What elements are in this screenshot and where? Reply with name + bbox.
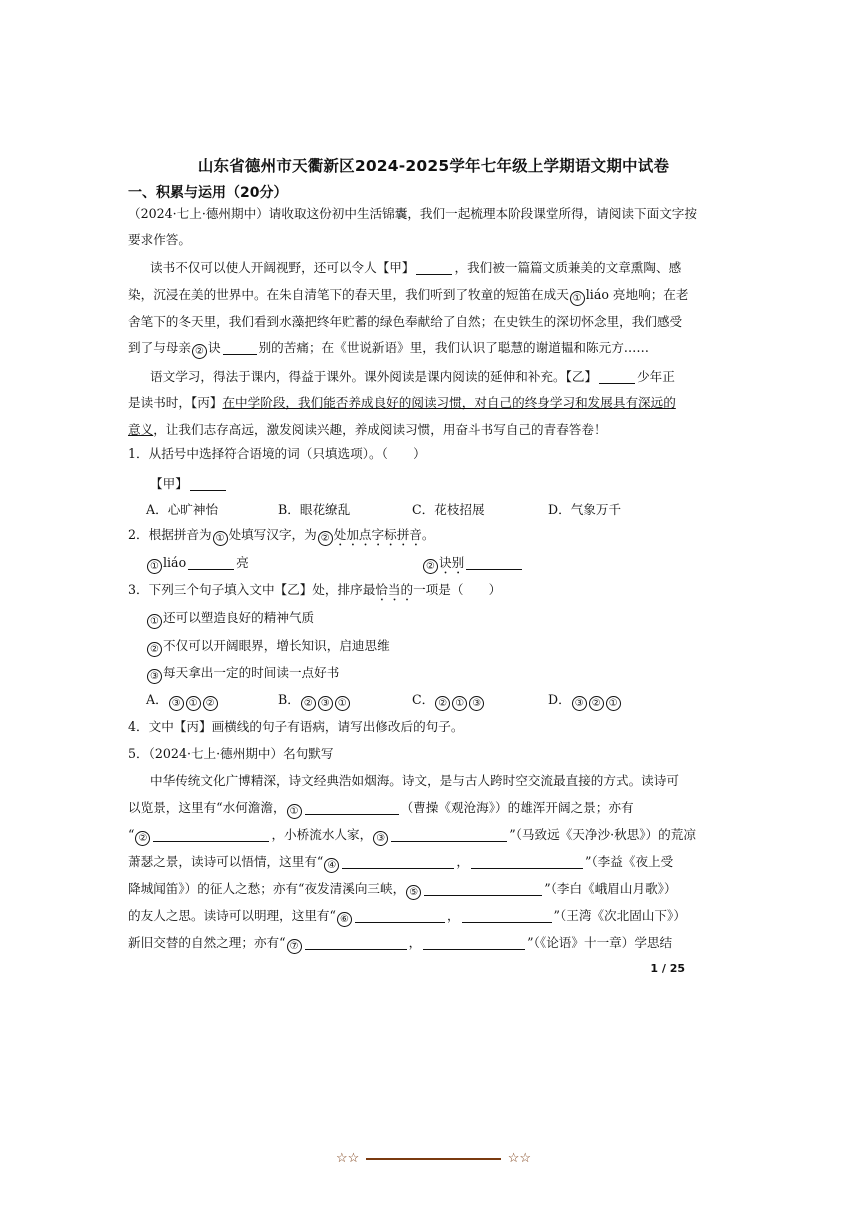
q3-option-b[interactable]: B． ② ③ ① [278, 690, 351, 711]
q3-sentence-1: ① 还可以塑造良好的精神气质 [146, 608, 314, 629]
answer-blank[interactable] [342, 854, 454, 869]
paragraph-line: 以览景，这里有“水何澹澹， ① （曹操《观沧海》）的雄浑开阔之景；亦有 [128, 800, 634, 817]
paragraph-line: 染，沉浸在美的世界中。在朱自清笔下的春天里，我们听到了牧童的短笛在成天 ① liáo 亮地响；在老 [128, 287, 689, 304]
q3-option-c[interactable]: C． ② ① ③ [412, 690, 485, 711]
q1-option-d[interactable]: D．气象万千 [548, 502, 622, 517]
question-1: 1．从括号中选择符合语境的词（只填选项）。（ ） [128, 446, 426, 461]
answer-blank[interactable] [355, 908, 445, 923]
footer-rule [366, 1158, 501, 1160]
answer-blank[interactable] [391, 827, 507, 842]
intro-text-cont: 要求作答。 [128, 232, 191, 247]
paragraph-line: 到了与母亲 ② 诀 别的苦痛；在《世说新语》里，我们认识了聪慧的谢道韫和陈元方…… [128, 340, 649, 357]
paragraph-line: 读书不仅可以使人开阔视野，还可以令人【甲】 ，我们被一篇篇文质兼美的文章熏陶、感 [150, 260, 682, 275]
q3-option-a[interactable]: A． ③ ① ② [146, 690, 219, 711]
q1-option-c[interactable]: C．花枝招展 [412, 502, 485, 517]
answer-blank[interactable] [462, 908, 552, 923]
paragraph-line: 中华传统文化广博精深，诗文经典浩如烟海。诗文，是与古人跨时空交流最直接的方式。读诗可 [150, 773, 679, 788]
answer-blank[interactable] [471, 854, 583, 869]
paragraph-line: 是读书时，【丙】在中学阶段，我们能否养成良好的阅读习惯，对自己的终身学习和发展具有深远的 [128, 395, 676, 410]
paragraph-line: 萧瑟之景，读诗可以悟情，这里有“ ④ ， ”（李益《夜上受 [128, 854, 674, 871]
paragraph-line: “ ② ，小桥流水人家， ③ ”（马致远《天净沙·秋思》）的荒凉 [128, 827, 696, 844]
question-4: 4．文中【丙】画横线的句子有语病，请写出修改后的句子。 [128, 719, 464, 734]
underlined-sentence: 在中学阶段，我们能否养成良好的阅读习惯，对自己的终身学习和发展具有深远的 [222, 395, 676, 410]
q3-option-d[interactable]: D． ③ ② ① [548, 690, 622, 711]
answer-blank[interactable] [153, 827, 269, 842]
answer-blank[interactable] [423, 935, 525, 950]
q1-jia: 【甲】 [150, 474, 688, 494]
answer-blank[interactable] [424, 881, 542, 896]
page-number: 1 / 25 [650, 962, 685, 975]
answer-blank[interactable] [305, 800, 399, 815]
answer-blank[interactable] [190, 476, 226, 491]
q3-sentence-3: ③ 每天拿出一定的时间读一点好书 [146, 663, 339, 684]
paragraph-line: 舍笔下的冬天里，我们看到水藻把终年贮蓄的绿色奉献给了自然；在史铁生的深切怀念里，我们感受 [128, 314, 683, 329]
star-icon: ☆☆ [336, 1151, 360, 1166]
answer-blank[interactable] [223, 340, 257, 355]
answer-blank[interactable] [305, 935, 407, 950]
q1-option-b[interactable]: B．眼花缭乱 [278, 502, 351, 517]
paragraph-line: 新旧交替的自然之理；亦有“ ⑦ ， ”（《论语》十一章）学思结 [128, 935, 673, 952]
section-heading: 一、积累与运用（20分） [128, 185, 288, 201]
star-icon: ☆☆ [507, 1151, 531, 1166]
question-3: 3．下列三个句子填入文中【乙】处，排序最恰当的一项是（ ） [128, 582, 502, 597]
q2-item-2: ② 诀别 [422, 553, 524, 577]
answer-blank[interactable] [466, 555, 522, 570]
question-5: 5．（2024·七上·德州期中）名句默写 [128, 746, 334, 761]
answer-blank[interactable] [416, 260, 452, 275]
page-title: 山东省德州市天衢新区2024-2025学年七年级上学期语文期中试卷 [197, 157, 670, 175]
paragraph-line: 降城闻笛》）的征人之愁；亦有“夜发清溪向三峡， ⑤ ”（李白《峨眉山月歌》） [128, 881, 677, 898]
q1-option-a[interactable]: A．心旷神怡 [146, 502, 219, 517]
footer-ornament [336, 1150, 531, 1168]
paragraph-line: 的友人之思。读诗可以明理，这里有“ ⑥ ， ”（王湾《次北固山下》） [128, 908, 686, 925]
answer-blank[interactable] [188, 555, 234, 570]
paragraph-line: 语文学习，得法于课内，得益于课外。课外阅读是课内阅读的延伸和补充。【乙】 少年正 [150, 369, 675, 384]
intro-text: （2024·七上·德州期中）请收取这份初中生活锦囊，我们一起梳理本阶段课堂所得，请阅读下面文字按 [128, 206, 697, 221]
answer-blank[interactable] [599, 369, 635, 384]
question-2: 2．根据拼音为 ① 处填写汉字，为 ② 处加点字标拼音。 [128, 527, 435, 544]
q3-sentence-2: ② 不仅可以开阔眼界，增长知识，启迪思维 [146, 636, 390, 657]
paragraph-line: 意义，让我们志存高远，激发阅读兴趣，养成阅读习惯，用奋斗书写自己的青春答卷！ [128, 422, 607, 437]
q2-item-1: ① liáo 亮 [146, 553, 249, 574]
